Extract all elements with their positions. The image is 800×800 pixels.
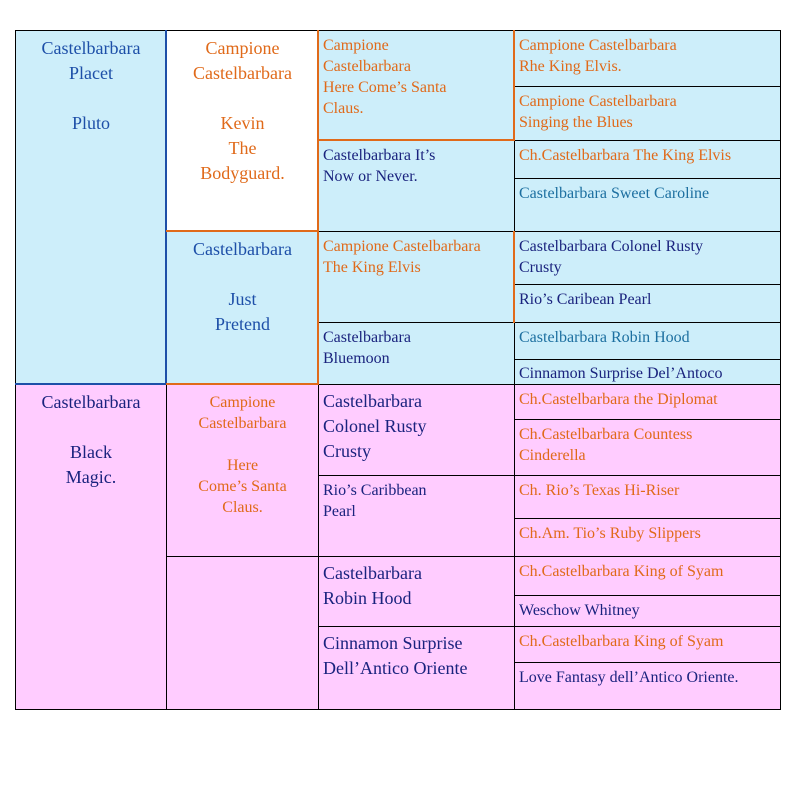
gen4-cell-8 — [514, 359, 781, 385]
gen4-cell-12 — [514, 518, 781, 557]
gen3-dsd-cell — [318, 475, 515, 557]
gen4-cell-14 — [514, 595, 781, 627]
gen3-dss-line1: Castelbarbara — [323, 391, 422, 411]
sd-orange-border-bottom — [166, 383, 319, 385]
gen4-cell-10 — [514, 419, 781, 476]
ss-line1: Campione — [205, 38, 280, 58]
sd-line2: Just — [228, 289, 257, 309]
gen4-12-line1: Ch.Am. Tio’s Ruby Slippers — [519, 525, 701, 542]
gen3-sdd-cell — [318, 322, 515, 385]
ds-line4: Come’s Santa — [198, 478, 287, 495]
gen4-2-line1: Campione Castelbarbara — [519, 93, 677, 110]
dam-name-line2: Black — [70, 442, 112, 462]
gen3-sdd-line1: Castelbarbara — [323, 329, 411, 346]
gen4-cell-1 — [514, 30, 781, 87]
gen4-cell-16 — [514, 662, 781, 710]
sire-name-line3: Pluto — [71, 113, 110, 133]
sire-name-line2: Placet — [69, 63, 113, 83]
gen4-16-line1: Love Fantasy dell’Antico Oriente. — [519, 669, 739, 686]
gen4-cell-15 — [514, 626, 781, 663]
gen3-sds-line2: The King Elvis — [323, 259, 421, 276]
ss-line2: Castelbarbara — [193, 63, 292, 83]
sire-blue-border-right — [165, 30, 167, 385]
gen3-sss-line4: Claus. — [323, 100, 364, 117]
gen3-sdd-line2: Bluemoon — [323, 350, 390, 367]
gen3-dss-line3: Crusty — [323, 441, 372, 461]
gen4-5-line2: Crusty — [519, 259, 562, 276]
gen3-dss-line2: Colonel Rusty — [323, 416, 427, 436]
gen4-9-line1: Ch.Castelbarbara the Diplomat — [519, 391, 718, 408]
gen3-dds-line2: Robin Hood — [323, 588, 412, 608]
ss-line5: Bodyguard. — [200, 163, 285, 183]
gen3-ssd-line2: Now or Never. — [323, 168, 418, 185]
gen4-1-line2: Rhe King Elvis. — [519, 58, 622, 75]
gen4-cell-11 — [514, 475, 781, 519]
gen3-ssd-cell — [318, 140, 515, 232]
sd-line3: Pretend — [215, 314, 270, 334]
sss-orange-border-bottom — [318, 139, 515, 141]
gen3-sss-cell — [318, 30, 515, 141]
gen3-dsd-line1: Rio’s Caribbean — [323, 482, 427, 499]
gen4-15-line1: Ch.Castelbarbara King of Syam — [519, 633, 724, 650]
gen4-8-line1: Cinnamon Surprise Del’Antoco — [519, 365, 723, 382]
ds-line5: Claus. — [222, 499, 263, 516]
gen3-ddd-line1: Cinnamon Surprise — [323, 633, 463, 653]
ss-orange-border-right — [317, 30, 319, 385]
gen3-sss-line3: Here Come’s Santa — [323, 79, 447, 96]
dam-cell — [15, 384, 167, 710]
ss-line4: The — [228, 138, 257, 158]
sire-blue-border-bottom — [15, 383, 167, 385]
ss-orange-border-bottom — [166, 230, 319, 232]
gen4-5-line1: Castelbarbara Colonel Rusty — [519, 238, 703, 255]
gen3-sss-line2: Castelbarbara — [323, 58, 411, 75]
gen4-6-line1: Rio’s Caribean Pearl — [519, 291, 652, 308]
gen3-ssd-line1: Castelbarbara It’s — [323, 147, 436, 164]
gen4-cell-5 — [514, 231, 781, 285]
gen4-cell-3 — [514, 140, 781, 179]
sd-line1: Castelbarbara — [193, 239, 292, 259]
gen4-13-line1: Ch.Castelbarbara King of Syam — [519, 563, 724, 580]
gen4-2-line2: Singing the Blues — [519, 114, 633, 131]
sss-orange-border-right — [513, 30, 515, 141]
gen4-14-line1: Weschow Whitney — [519, 602, 640, 619]
sire-sire-cell — [166, 30, 319, 232]
gen3-sds-line1: Campione Castelbarbara — [323, 238, 481, 255]
dam-sire-cell — [166, 384, 319, 557]
gen3-sds-cell — [318, 231, 515, 323]
gen4-10-line1: Ch.Castelbarbara Countess — [519, 426, 693, 443]
sire-dam-cell — [166, 231, 319, 385]
gen4-cell-6 — [514, 284, 781, 323]
ss-line3: Kevin — [220, 113, 265, 133]
dam-name-line3: Magic. — [65, 467, 117, 487]
dam-name-line1: Castelbarbara — [41, 392, 141, 412]
gen4-10-line2: Cinderella — [519, 447, 586, 464]
ds-line3: Here — [226, 457, 259, 474]
gen3-sss-line1: Campione — [323, 37, 389, 54]
gen3-dsd-line2: Pearl — [323, 503, 356, 520]
dam-dam-cell — [166, 556, 319, 710]
gen3-dds-line1: Castelbarbara — [323, 563, 422, 583]
ds-line1: Campione — [209, 394, 276, 411]
gen4-cell-7 — [514, 322, 781, 360]
gen4-cell-13 — [514, 556, 781, 596]
gen4-11-line1: Ch. Rio’s Texas Hi-Riser — [519, 482, 680, 499]
gen4-1-line1: Campione Castelbarbara — [519, 37, 677, 54]
gen3-dds-cell — [318, 556, 515, 627]
gen4-cell-2 — [514, 86, 781, 141]
gen4-cell-4 — [514, 178, 781, 232]
gen4-cell-9 — [514, 384, 781, 420]
gen3-dss-cell — [318, 384, 515, 476]
gen3-ddd-line2: Dell’Antico Oriente — [323, 658, 468, 678]
sds-orange-border-right — [513, 231, 515, 323]
sire-cell — [15, 30, 167, 385]
gen4-3-line1: Ch.Castelbarbara The King Elvis — [519, 147, 732, 164]
gen4-4-line1: Castelbarbara Sweet Caroline — [519, 185, 710, 202]
gen4-7-line1: Castelbarbara Robin Hood — [519, 329, 690, 346]
gen3-ddd-cell — [318, 626, 515, 710]
ds-line2: Castelbarbara — [198, 415, 287, 432]
sire-name-line1: Castelbarbara — [41, 38, 141, 58]
